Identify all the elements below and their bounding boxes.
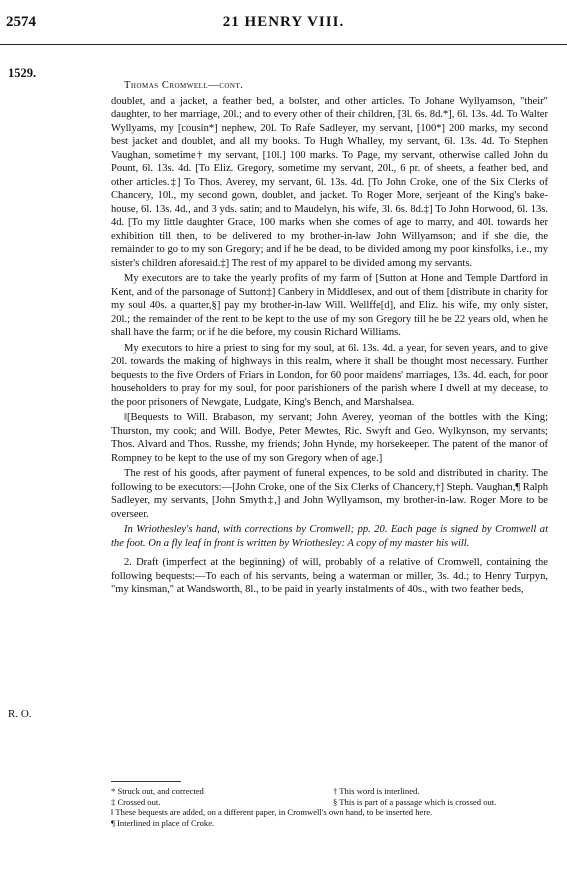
- footnote-row: [111, 786, 551, 797]
- entry-paragraph: My executors to hire a priest to sing for my soul, at 6l. 13s. 4d. a year, for seven years, and to give 20l. towards the making of highways in this realm, where it shall be thought most necessary. Further bequests to the five Orders of Friars in London, for 60 poor maidens' marriages, 13s. 4d. each, for poor householders to pray for my soul, for poor parishioners of the parish where I dwell at my decease, to the poor prisoners of Newgate, Ludgate, King's Bench, and Marshalsea.: [111, 342, 548, 408]
- entry-heading: Thomas Cromwell—cont.: [124, 80, 244, 91]
- entry-paragraph: ‖[Bequests to Will. Brabason, my servant; John Averey, yeoman of the bottles with the King; Thurston, my cook; and Will. Bodye, Peter Mewtes, Ric. Swyft and Geo. Wylkynson, my servants; Thos. Alvard and Thos. Russhe, my friends; John Hynde, my horsekeeper. The patent of the manor of Rompney to be kept to the use of my son Gregory when of age.]: [111, 412, 548, 464]
- entry-paragraph: My executors are to take the yearly profits of my farm of [Sutton at Hone and Temple Dartford in Kent, and of the parsonage of Sutton‡] Canbery in Middlesex, and out of them [distribute in charity for my soul 40s. a quarter,§] pay my brother-in-law Will. Wellffe[d], and Eliz. his wife, my only sister, 20l.; the remainder of the rent to be kept to the use of my son Gregory till he be 22 years old, when he shall have the farm; or if he die before, my cousin Richard Williams.: [111, 273, 548, 338]
- footnote-interlined: † This word is interlined.: [333, 786, 420, 796]
- page-number: 2574: [6, 14, 36, 30]
- footnote-added: ‖ These bequests are added, on a different paper, in Cromwell's own hand, to be inserted here.: [111, 807, 433, 817]
- entry-paragraph: doublet, and a jacket, a feather bed, a bolster, and other articles. To Johane Wyllyamson, "their" daughter, to her marriage, 20l.; and to every other of their children, [3l. 6s. 8d.*], 6l. 13s. 4d. To Walter Wyllyams, my [cousin*] nephew, 20l. To Rafe Sadleyer, my servant, [100*] 200 marks, my second best jacket and doublet, and all my books. To Hugh Whalley, my servant, 6l. 13s. 4d. To Stephen Vaughan, sometime† my servant, [10l.] 100 marks. To Page, my servant, otherwise called John du Pount, 6l. 13s. 4d. [To Eliz. Gregory, sometime my servant, 20l., 6 pr. of sheets, a feather bed, and other articles.‡] To Thos. Averey, my servant, 6l. 13s. 4d. [To John Croke, one of the Six Clerks of Chancery, 10l., my second gown, doublet, and jacket. To Roger More, serjeant of the King's bake-house, 6l. 13s. 4d., and 3 yds. satin; and to Maudelyn, his wife, 3l. 6s. 8d.‡] To John Horwood, 6l. 13s. 4d. [To my little daughter Grace, 100 marks when she comes of age to marry, and 40l. towards her exhibition till then, to be delivered to my brother-in-law John Willyamson; and if she die, the remainder to go to my son Gregory; and if he be dead, to be divided among my poor kinsfolks, i.e., my sister's children aforesaid.‡] The rest of my apparel to be divided among my servants.: [111, 95, 548, 269]
- closing-note: In Wriothesley's hand, with corrections by Cromwell; pp. 20. Each page is signed by Cromwell at the foot. On a fly leaf in front is written by Wriothesley: A copy of my master his will.: [111, 524, 548, 549]
- footnote-struck: * Struck out, and corrected: [111, 786, 204, 796]
- footnote-row: [111, 797, 551, 808]
- header-rule: [0, 44, 567, 45]
- footnote-rule: [111, 781, 181, 782]
- item-2: 2. Draft (imperfect at the beginning) of will, probably of a relative of Cromwell, containing the following bequests:—To each of his servants, being a waterman or miller, 3s. 4d.; to Henry Turpyn, "my kinsman," at Wandsworth, 8l., to be paid in yearly instalments of 40s., with two feather beds,: [111, 557, 548, 595]
- entry-body: [111, 79, 548, 599]
- footnote-crossed: ‡ Crossed out.: [111, 796, 161, 807]
- page-header: [0, 14, 567, 36]
- footnotes: [111, 786, 551, 828]
- margin-year: 1529.: [8, 66, 37, 80]
- running-title: 21 HENRY VIII.: [222, 14, 345, 30]
- footnote-croke: ¶ Interlined in place of Croke.: [111, 817, 215, 828]
- footnote-passage: § This is part of a passage which is crossed out.: [333, 796, 497, 807]
- entry-paragraph: The rest of his goods, after payment of funeral expences, to be sold and distributed in charity. The following to be executors:—[John Croke, one of the Six Clerks of Chancery,†] Steph. Vaughan,¶ Ralph Sadleyer, my servants, [John Smyth‡,] and John Wyllyamson, my brother-in-law. Roger More to be overseer.: [111, 468, 548, 520]
- margin-source: R. O.: [8, 708, 32, 720]
